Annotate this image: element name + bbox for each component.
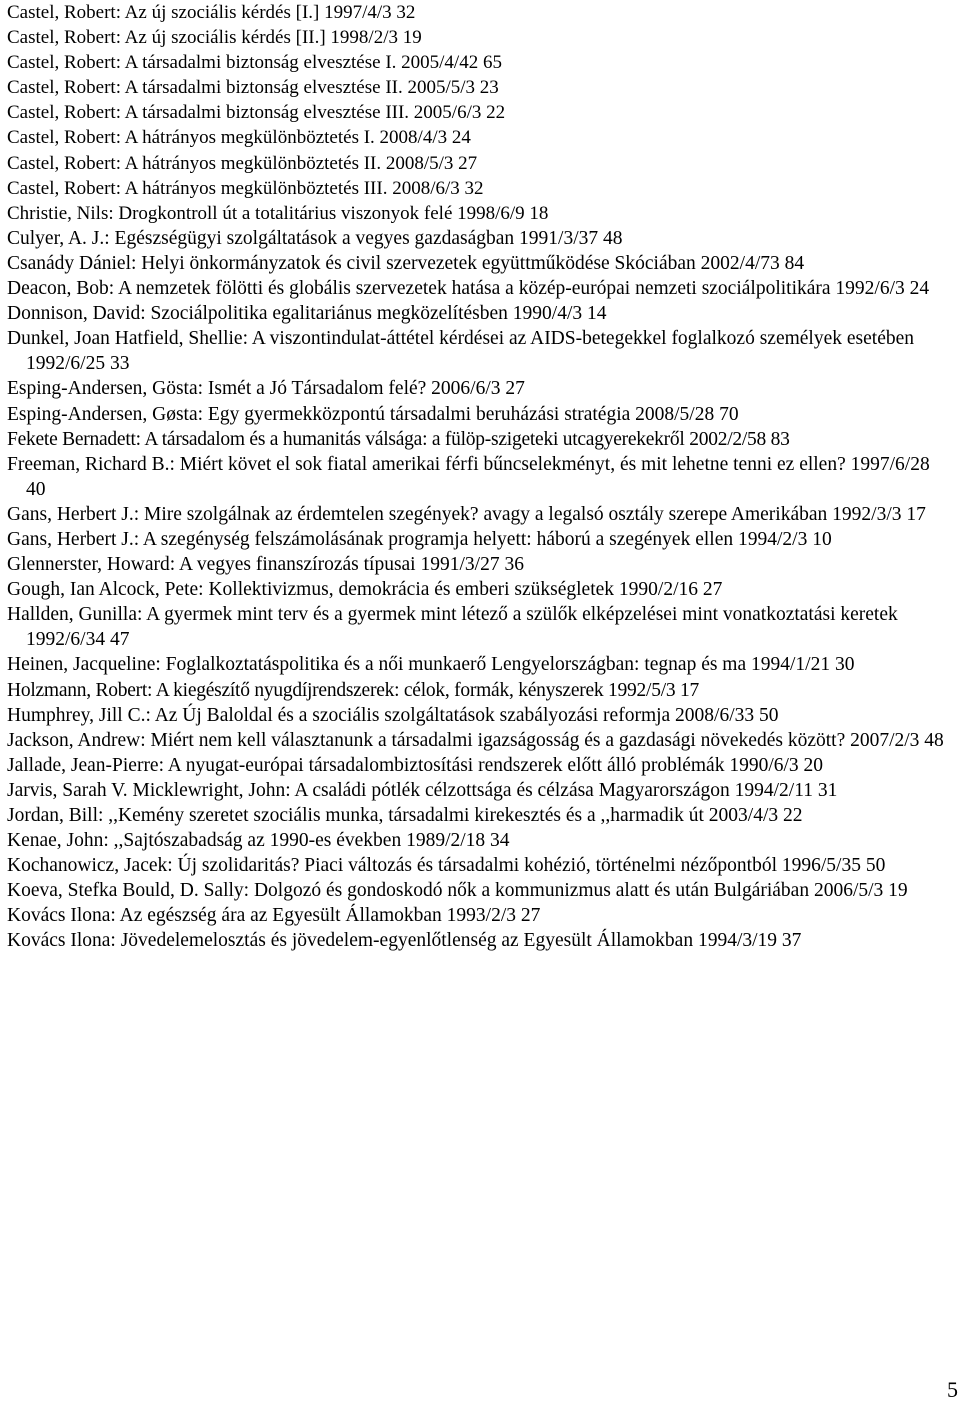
list-item: Csanády Dániel: Helyi önkormányzatok és civil szervezetek együttműködése Skóciában 2002/4/73 84 xyxy=(7,252,805,274)
list-item: Gans, Herbert J.: Mire szolgálnak az érdemtelen szegények? avagy a legalsó osztály szerepe Amerikában 1992/3/3 17 xyxy=(7,503,926,525)
list-item: Kenae, John: ,,Sajtószabadság az 1990-es években 1989/2/18 34 xyxy=(7,830,510,852)
list-item: Humphrey, Jill C.: Az Új Baloldal és a szociális szolgáltatások szabályozási reformja 2008/6/33 50 xyxy=(7,704,779,726)
list-item: Donnison, David: Szociálpolitika egalitariánus megközelítésben 1990/4/3 14 xyxy=(7,303,607,325)
list-item: Jarvis, Sarah V. Micklewright, John: A családi pótlék célzottsága és célzása Magyarországon 1994/2/11 31 xyxy=(7,779,838,801)
list-item: Castel, Robert: Az új szociális kérdés [I.] 1997/4/3 32 xyxy=(7,2,416,23)
list-item: Jordan, Bill: ,,Kemény szeretet szociális munka, társadalmi kirekesztés és a ,,harmadik út 2003/4/3 22 xyxy=(7,805,803,826)
list-item: Castel, Robert: A társadalmi biztonság elvesztése II. 2005/5/3 23 xyxy=(7,77,499,99)
list-item: Freeman, Richard B.: Miért követ el sok fiatal amerikai férfi bűncselekményt, és mit lehetne tenni ez ellen? 1997/6/28 40 xyxy=(7,453,930,500)
list-item: Christie, Nils: Drogkontroll út a totalitárius viszonyok felé 1998/6/9 18 xyxy=(7,202,549,224)
bibliography-list xyxy=(7,0,953,954)
list-item: Holzmann, Robert: A kiegészítő nyugdíjrendszerek: célok, formák, kényszerek 1992/5/3 17 xyxy=(7,679,699,701)
list-item: Castel, Robert: Az új szociális kérdés [II.] 1998/2/3 19 xyxy=(7,27,422,49)
list-item: Esping-Andersen, Gøsta: Egy gyermekközpontú társadalmi beruházási stratégia 2008/5/28 70 xyxy=(7,403,739,425)
list-item: Gough, Ian Alcock, Pete: Kollektivizmus, demokrácia és emberi szükségletek 1990/2/16 27 xyxy=(7,579,723,601)
list-item: Heinen, Jacqueline: Foglalkoztatáspolitika és a női munkaerő Lengyelországban: tegnap és ma 1994/1/21 30 xyxy=(7,654,855,676)
list-item: Kovács Ilona: Jövedelemelosztás és jövedelem-egyenlőtlenség az Egyesült Államokban 1994/3/19 37 xyxy=(7,930,802,952)
list-item: Gans, Herbert J.: A szegénység felszámolásának programja helyett: háború a szegények ellen 1994/2/3 10 xyxy=(7,528,832,550)
list-item: Castel, Robert: A társadalmi biztonság elvesztése I. 2005/4/42 65 xyxy=(7,52,502,74)
list-item: Koeva, Stefka Bould, D. Sally: Dolgozó és gondoskodó nők a kommunizmus alatt és után Bulgáriában 2006/5/3 19 xyxy=(7,880,908,902)
list-item: Jackson, Andrew: Miért nem kell választanunk a társadalmi igazságosság és a gazdasági növekedés között? 2007/2/3 48 xyxy=(7,729,944,751)
list-item: Jallade, Jean-Pierre: A nyugat-európai társadalombiztosítási rendszerek előtt álló problémák 1990/6/3 20 xyxy=(7,754,824,776)
list-item: Culyer, A. J.: Egészségügyi szolgáltatások a vegyes gazdaságban 1991/3/37 48 xyxy=(7,227,623,249)
list-item: Fekete Bernadett: A társadalom és a humanitás válsága: a fülöp-szigeteki utcagyerekekről 2002/2/58 83 xyxy=(7,428,790,450)
list-item: Esping-Andersen, Gösta: Ismét a Jó Társadalom felé? 2006/6/3 27 xyxy=(7,378,525,400)
list-item: Castel, Robert: A hátrányos megkülönböztetés I. 2008/4/3 24 xyxy=(7,127,471,149)
list-item: Glennerster, Howard: A vegyes finanszírozás típusai 1991/3/27 36 xyxy=(7,554,524,576)
list-item: Hallden, Gunilla: A gyermek mint terv és a gyermek mint létező a szülők elképzelései mint vonatkoztatási keretek 1992/6/34 47 xyxy=(7,604,898,651)
list-item: Kovács Ilona: Az egészség ára az Egyesült Államokban 1993/2/3 27 xyxy=(7,905,541,927)
list-item: Castel, Robert: A társadalmi biztonság elvesztése III. 2005/6/3 22 xyxy=(7,102,506,124)
list-item: Kochanowicz, Jacek: Új szolidaritás? Piaci változás és társadalmi kohézió, történelmi nézőpontból 1996/5/35 50 xyxy=(7,855,886,877)
list-item: Deacon, Bob: A nemzetek fölötti és globális szervezetek hatása a közép-európai nemzeti szociálpolitikára 1992/6/3 24 xyxy=(7,278,930,300)
list-item: Castel, Robert: A hátrányos megkülönböztetés II. 2008/5/3 27 xyxy=(7,152,478,174)
list-item: Dunkel, Joan Hatfield, Shellie: A viszontindulat-áttétel kérdései az AIDS-betegekkel foglalkozó személyek esetében 1992/6/25 33 xyxy=(7,328,914,375)
list-item: Castel, Robert: A hátrányos megkülönböztetés III. 2008/6/3 32 xyxy=(7,177,484,199)
page-number: 5 xyxy=(947,1377,958,1402)
